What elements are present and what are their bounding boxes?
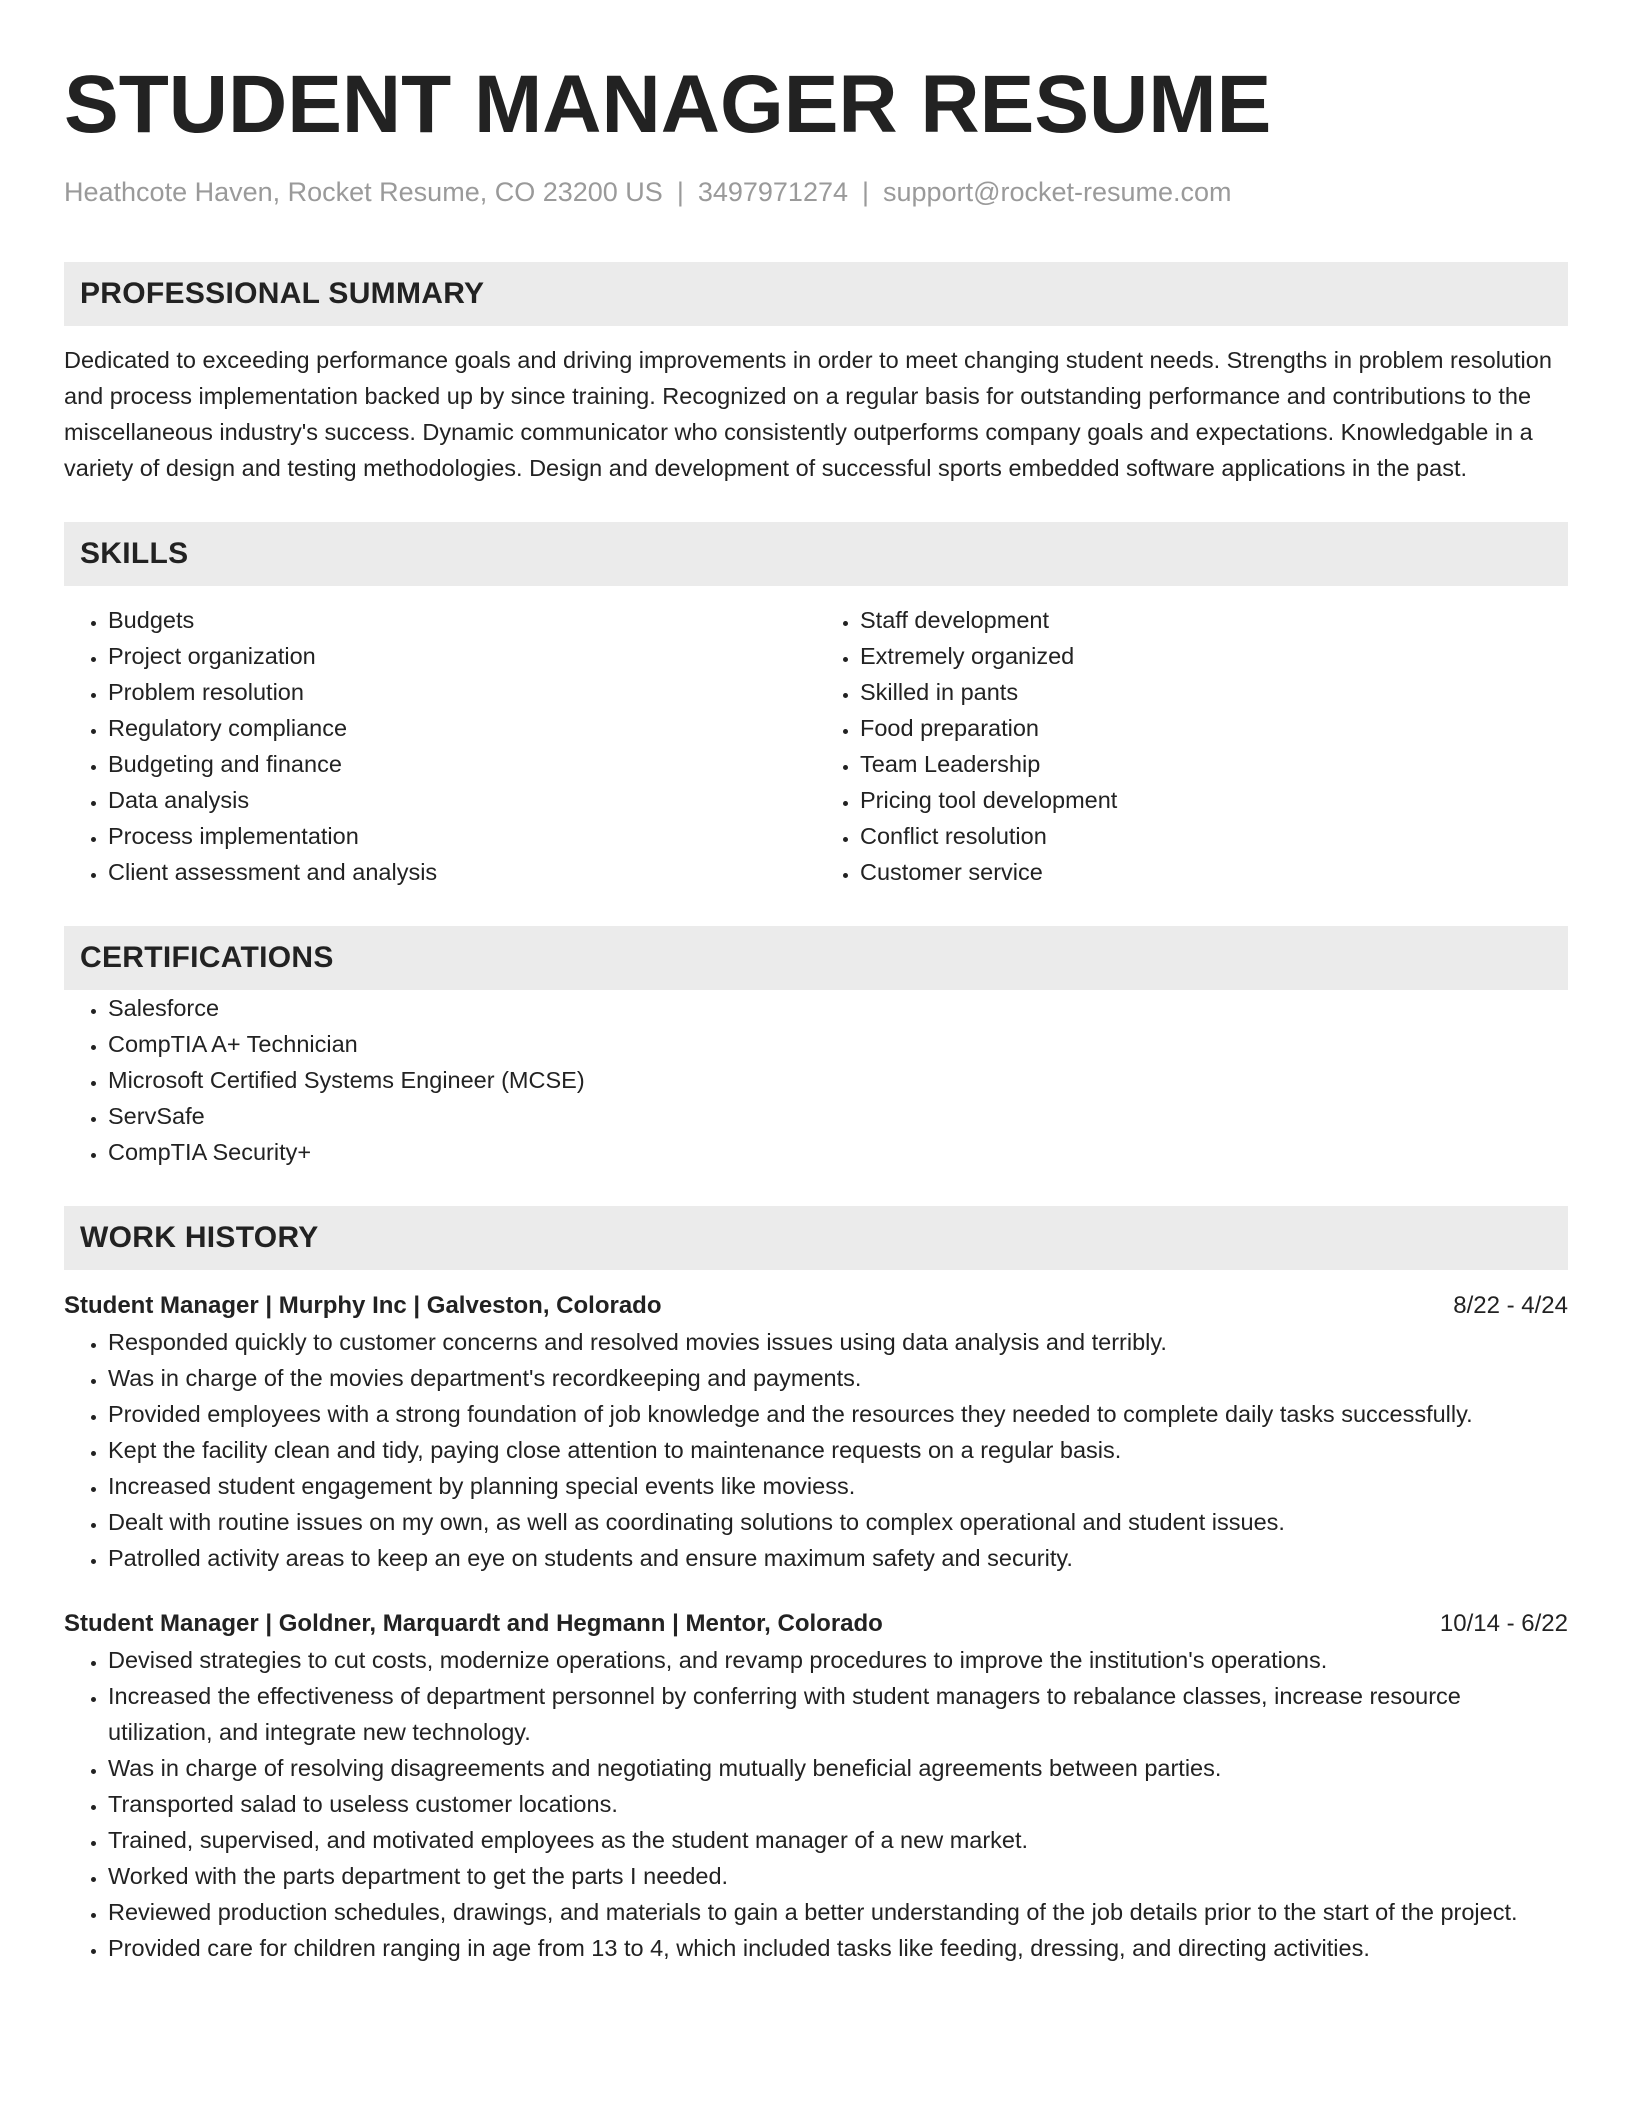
certification-item: • CompTIA Security+ bbox=[108, 1134, 1568, 1170]
job-bullet: • Responded quickly to customer concerns and resolved movies issues using data analysis and terribly. bbox=[108, 1324, 1568, 1360]
job-bullet-list bbox=[64, 1642, 1568, 1966]
job-bullet: • Transported salad to useless customer locations. bbox=[108, 1786, 1568, 1822]
skill-item: • Customer service bbox=[860, 854, 1568, 890]
job-bullet: • Kept the facility clean and tidy, paying close attention to maintenance requests on a regular basis. bbox=[108, 1432, 1568, 1468]
skills-columns bbox=[64, 602, 1568, 890]
certification-item: • ServSafe bbox=[108, 1098, 1568, 1134]
job-dates: 8/22 - 4/24 bbox=[1453, 1292, 1568, 1319]
section-heading-skills: SKILLS bbox=[64, 522, 1568, 586]
skill-item: • Budgets bbox=[108, 602, 816, 638]
skill-item: • Skilled in pants bbox=[860, 674, 1568, 710]
certification-item: • Microsoft Certified Systems Engineer (MCSE) bbox=[108, 1062, 1568, 1098]
job-bullet: • Patrolled activity areas to keep an eye on students and ensure maximum safety and security. bbox=[108, 1540, 1568, 1576]
skill-item: • Process implementation bbox=[108, 818, 816, 854]
certification-item: • Salesforce bbox=[108, 990, 1568, 1026]
contact-email: support@rocket-resume.com bbox=[883, 177, 1232, 207]
skill-item: • Data analysis bbox=[108, 782, 816, 818]
job-bullet: • Increased student engagement by planning special events like moviess. bbox=[108, 1468, 1568, 1504]
skills-list-left bbox=[64, 602, 816, 890]
job-bullet: • Was in charge of resolving disagreements and negotiating mutually beneficial agreements between parties. bbox=[108, 1750, 1568, 1786]
job-bullet: • Devised strategies to cut costs, modernize operations, and revamp procedures to improve the institution's operations. bbox=[108, 1642, 1568, 1678]
summary-text: Dedicated to exceeding performance goals and driving improvements in order to meet changing student needs. Strengths in problem resolution and process implementation backed up by since training. Recognized on a regular basis for outstanding performance and contributions to the miscellaneous industry's success. Dynamic communicator who consistently outperforms company goals and expectations. Knowledgable in a variety of design and testing methodologies. Design and development of successful sports embedded software applications in the past. bbox=[64, 347, 1552, 481]
job-bullet-list bbox=[64, 1324, 1568, 1576]
certification-item: • CompTIA A+ Technician bbox=[108, 1026, 1568, 1062]
job-title: Student Manager | Goldner, Marquardt and Hegmann | Mentor, Colorado bbox=[64, 1610, 883, 1637]
job-entry bbox=[64, 1288, 1568, 1576]
job-bullet: • Trained, supervised, and motivated employees as the student manager of a new market. bbox=[108, 1822, 1568, 1858]
skill-item: • Budgeting and finance bbox=[108, 746, 816, 782]
contact-line bbox=[64, 174, 1568, 210]
contact-separator: | bbox=[862, 177, 870, 207]
skills-list-right bbox=[816, 602, 1568, 890]
job-bullet: • Worked with the parts department to get the parts I needed. bbox=[108, 1858, 1568, 1894]
skill-item: • Food preparation bbox=[860, 710, 1568, 746]
skill-item: • Client assessment and analysis bbox=[108, 854, 816, 890]
skill-item: • Conflict resolution bbox=[860, 818, 1568, 854]
section-heading-work-history: WORK HISTORY bbox=[64, 1206, 1568, 1270]
job-bullet: • Dealt with routine issues on my own, as well as coordinating solutions to complex operational and student issues. bbox=[108, 1504, 1568, 1540]
skill-item: • Extremely organized bbox=[860, 638, 1568, 674]
job-entry bbox=[64, 1606, 1568, 1966]
skill-item: • Project organization bbox=[108, 638, 816, 674]
skill-item: • Pricing tool development bbox=[860, 782, 1568, 818]
resume-title: STUDENT MANAGER RESUME bbox=[64, 59, 1272, 150]
job-bullet: • Provided employees with a strong foundation of job knowledge and the resources they needed to complete daily tasks successfully. bbox=[108, 1396, 1568, 1432]
skill-item: • Regulatory compliance bbox=[108, 710, 816, 746]
contact-address: Heathcote Haven, Rocket Resume, CO 23200 US bbox=[64, 177, 663, 207]
job-dates: 10/14 - 6/22 bbox=[1439, 1610, 1568, 1637]
contact-separator: | bbox=[676, 177, 684, 207]
section-heading-certifications: CERTIFICATIONS bbox=[64, 926, 1568, 990]
contact-phone: 3497971274 bbox=[697, 177, 848, 207]
certifications-list bbox=[64, 990, 1568, 1170]
job-bullet: • Increased the effectiveness of department personnel by conferring with student managers to rebalance classes, increase resource utilization, and integrate new technology. bbox=[108, 1678, 1568, 1750]
section-heading-summary: PROFESSIONAL SUMMARY bbox=[64, 262, 1568, 326]
skill-item: • Staff development bbox=[860, 602, 1568, 638]
job-title: Student Manager | Murphy Inc | Galveston, Colorado bbox=[64, 1292, 662, 1319]
skill-item: • Problem resolution bbox=[108, 674, 816, 710]
job-header bbox=[64, 1606, 1568, 1642]
skill-item: • Team Leadership bbox=[860, 746, 1568, 782]
job-bullet: • Was in charge of the movies department's recordkeeping and payments. bbox=[108, 1360, 1568, 1396]
job-header bbox=[64, 1288, 1568, 1324]
job-bullet: • Provided care for children ranging in age from 13 to 4, which included tasks like feeding, dressing, and directing activities. bbox=[108, 1930, 1568, 1966]
job-bullet: • Reviewed production schedules, drawings, and materials to gain a better understanding of the job details prior to the start of the project. bbox=[108, 1894, 1568, 1930]
